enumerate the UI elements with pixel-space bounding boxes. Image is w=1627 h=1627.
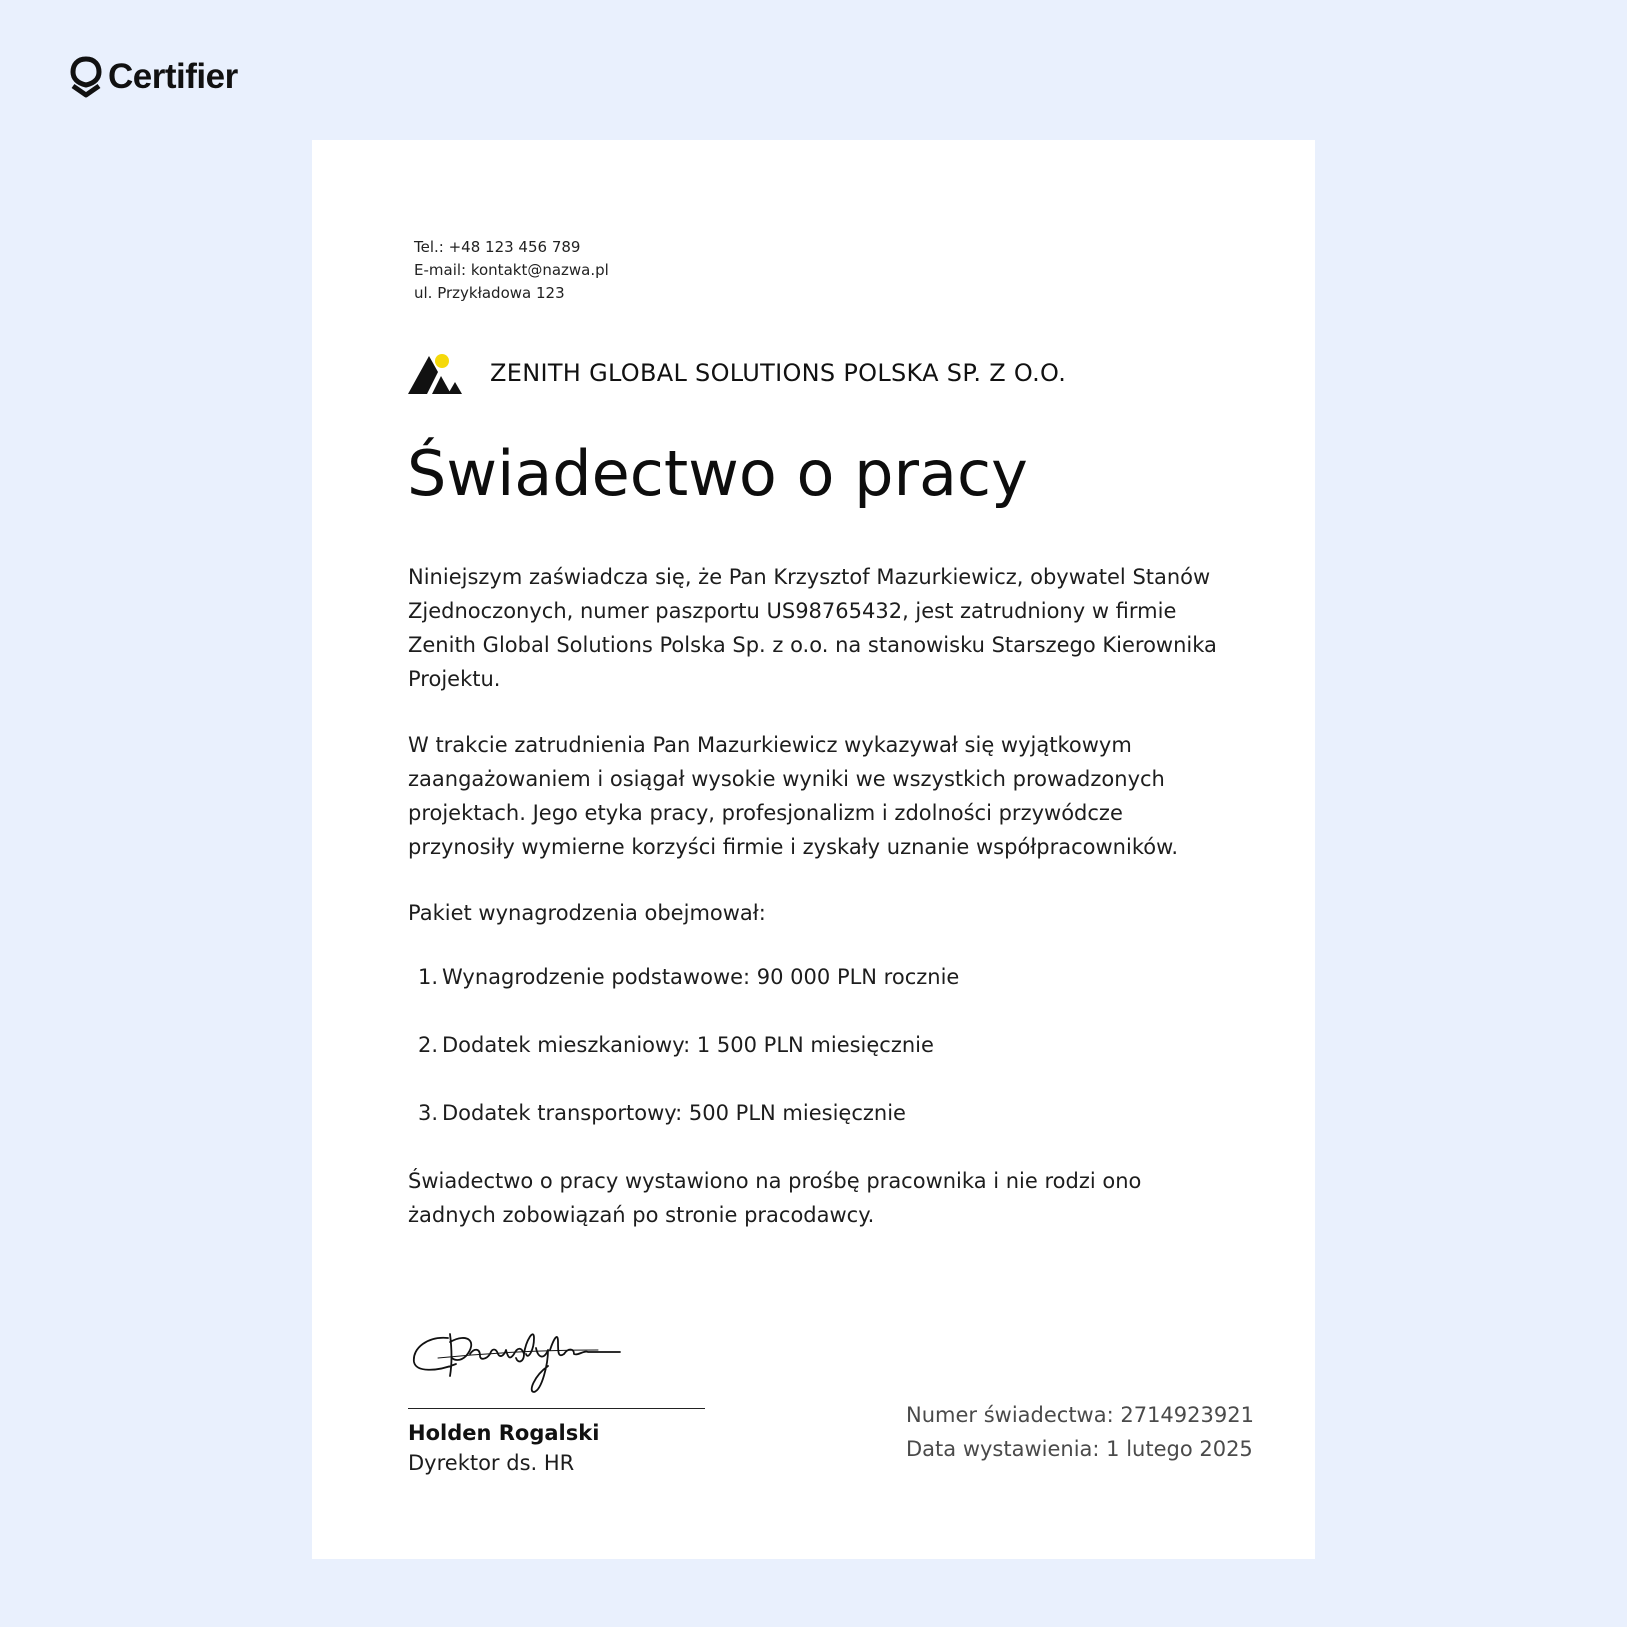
compensation-list <box>408 960 1228 1130</box>
contact-phone: Tel.: +48 123 456 789 <box>414 238 581 256</box>
signer-role: Dyrektor ds. HR <box>408 1451 575 1475</box>
certifier-brand <box>70 56 238 98</box>
issue-date: Data wystawienia: 1 lutego 2025 <box>906 1437 1253 1461</box>
certificate-number: Numer świadectwa: 2714923921 <box>906 1403 1254 1427</box>
document-title: Świadectwo o pracy <box>407 437 1028 510</box>
certifier-logo-icon <box>70 56 102 98</box>
certifier-wordmark: Certifier <box>108 57 238 96</box>
contact-email: E-mail: kontakt@nazwa.pl <box>414 261 609 279</box>
contact-block <box>414 236 609 305</box>
signer-name: Holden Rogalski <box>408 1421 600 1445</box>
contact-address: ul. Przykładowa 123 <box>414 284 565 302</box>
signature-image <box>408 1320 628 1400</box>
signature-line <box>408 1408 705 1409</box>
paragraph-compensation-intro: Pakiet wynagrodzenia obejmował: <box>408 901 766 925</box>
document-body <box>408 560 1228 1232</box>
paragraph-disclaimer: Świadectwo o pracy wystawiono na prośbę pracownika i nie rodzi ono żadnych zobowiązań po stronie pracodawcy. <box>408 1169 1142 1227</box>
paragraph-employment: Niniejszym zaświadcza się, że Pan Krzysztof Mazurkiewicz, obywatel Stanów Zjednoczonych, numer paszportu US98765432, jest zatrudniony w firmie Zenith Global Solutions Polska Sp. z o.o. na stanowisku Starszego Kierownika Projektu. <box>408 565 1217 691</box>
company-header <box>408 352 1066 394</box>
signature-block <box>408 1320 708 1475</box>
list-item: 3. Dodatek transportowy: 500 PLN miesięcznie <box>418 1101 906 1125</box>
list-item: 1. Wynagrodzenie podstawowe: 90 000 PLN rocznie <box>418 965 960 989</box>
company-name: ZENITH GLOBAL SOLUTIONS POLSKA SP. Z O.O. <box>490 359 1067 387</box>
list-item: 2. Dodatek mieszkaniowy: 1 500 PLN miesięcznie <box>418 1033 934 1057</box>
company-logo-icon <box>408 352 462 394</box>
certificate-document <box>312 140 1315 1559</box>
certificate-meta <box>906 1398 1254 1466</box>
paragraph-performance: W trakcie zatrudnienia Pan Mazurkiewicz wykazywał się wyjątkowym zaangażowaniem i osiągał wysokie wyniki we wszystkich prowadzonych projektach. Jego etyka pracy, profesjonalizm i zdolności przywódcze przynosiły wymierne korzyści firmie i zyskały uznanie współpracowników. <box>408 733 1178 859</box>
